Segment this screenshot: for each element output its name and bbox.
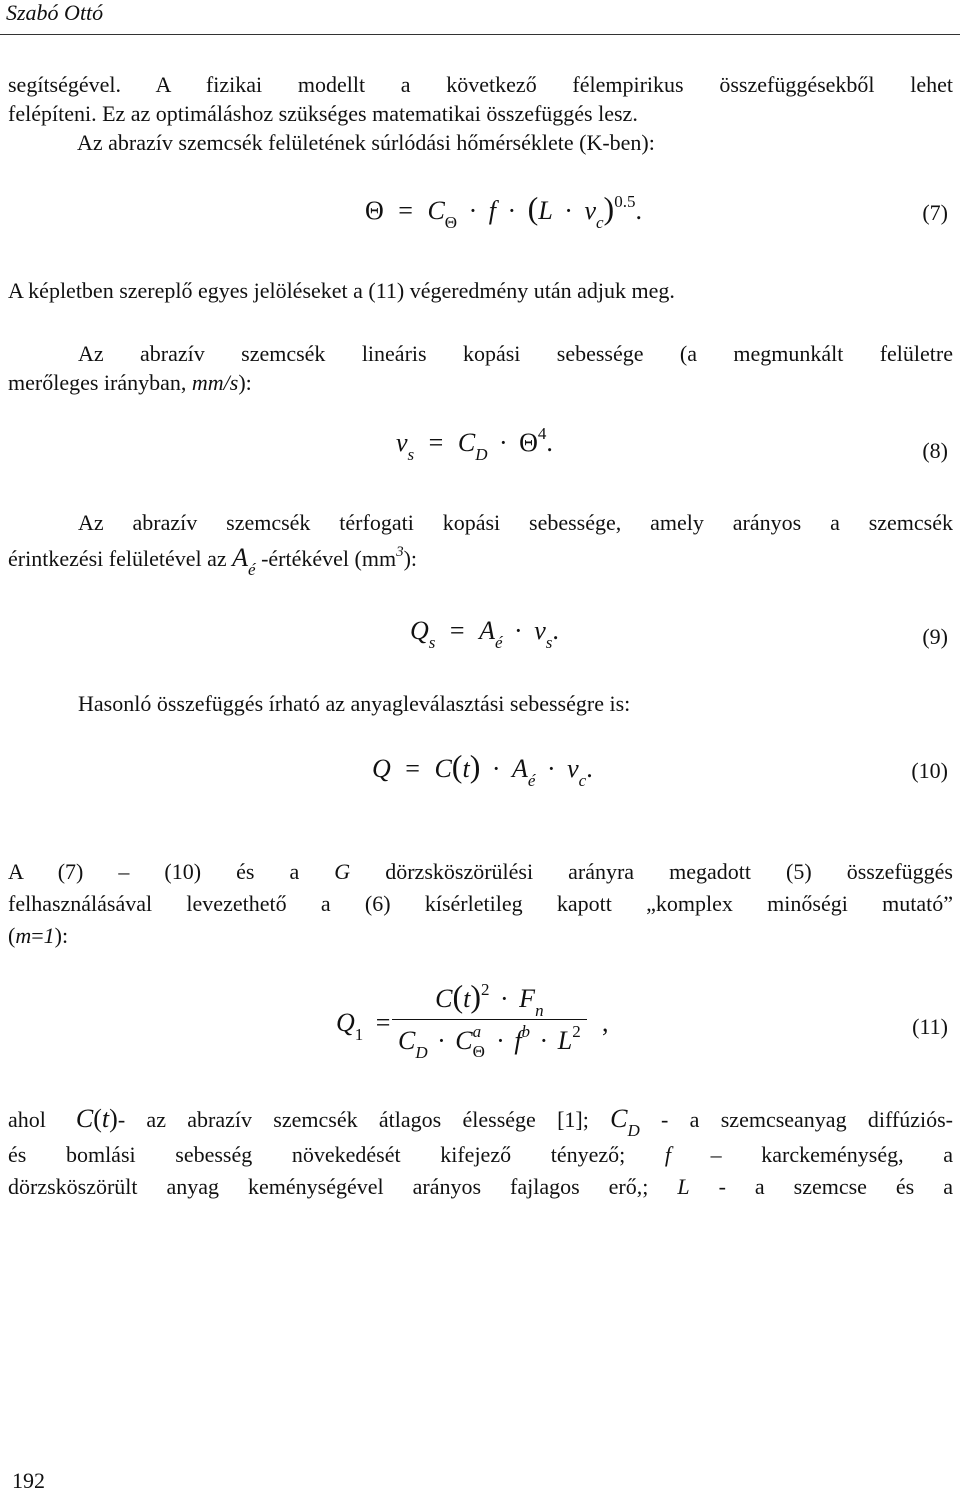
variable-t: t bbox=[462, 754, 470, 783]
multiply-dot: · bbox=[564, 196, 573, 225]
variable-subscript: 1 bbox=[354, 1025, 364, 1044]
exponent: 2 bbox=[481, 980, 490, 999]
fraction bbox=[392, 978, 587, 1062]
text-fragment: ): bbox=[238, 370, 252, 395]
value-one: 1 bbox=[43, 923, 55, 948]
variable-t: t bbox=[101, 1104, 110, 1133]
page-number: 192 bbox=[12, 1468, 45, 1493]
header-rule bbox=[0, 34, 960, 35]
equation-11 bbox=[0, 978, 960, 1088]
paragraph-line: segítségével. A fizikai modellt a következő félempirikus összefüggésekből lehet bbox=[8, 72, 953, 97]
text-fragment: – karckeménység, a bbox=[671, 1142, 953, 1167]
equation-7-body bbox=[365, 190, 642, 232]
variable-l: L bbox=[538, 196, 553, 225]
variable-subscript: s bbox=[407, 445, 415, 464]
paragraph-removal-rate bbox=[8, 689, 953, 718]
variable-f: f bbox=[664, 1142, 671, 1167]
variable-a: A bbox=[232, 543, 249, 572]
exponent: 0.5 bbox=[614, 192, 636, 211]
text-fragment: dörzsköszörülési arányra megadott (5) összefüggés bbox=[350, 859, 953, 884]
theta-symbol: Θ bbox=[519, 428, 538, 457]
text-fragment: - az abrazív szemcsék átlagos élessége [1]; bbox=[117, 1107, 611, 1132]
variable-a: A bbox=[479, 616, 495, 645]
equation-10 bbox=[0, 748, 960, 798]
multiply-dot: · bbox=[546, 754, 556, 783]
theta-symbol: Θ bbox=[365, 196, 384, 225]
paragraph-line: felhasználásával levezethető a (6) kísérletileg kapott „komplex minőségi mutató” bbox=[8, 891, 953, 916]
comma: , bbox=[602, 1008, 609, 1037]
paragraph-intro bbox=[8, 70, 953, 157]
text-fragment: ): bbox=[54, 923, 69, 948]
text-fragment: A (7) – (10) és a bbox=[8, 859, 335, 884]
variable-subscript: c bbox=[596, 213, 604, 232]
multiply-dot: · bbox=[468, 196, 478, 225]
coefficient-c: C bbox=[435, 984, 453, 1013]
equation-number: (8) bbox=[922, 438, 948, 463]
coefficient-c: C bbox=[398, 1026, 416, 1055]
equation-11-lhs bbox=[336, 1008, 396, 1044]
multiply-dot: · bbox=[437, 1026, 446, 1055]
exponent: 3 bbox=[396, 544, 404, 560]
variable-v: v bbox=[396, 428, 408, 457]
variable-f: f bbox=[488, 196, 496, 225]
equals-sign: = bbox=[375, 1008, 391, 1037]
coefficient-c: C bbox=[434, 754, 452, 783]
paragraph-line bbox=[8, 857, 953, 886]
paragraph-line: Az abrazív szemcsék felületének súrlódási hőmérséklete (K-ben): bbox=[77, 130, 655, 155]
equation-8-body bbox=[396, 424, 553, 464]
equation-number: (11) bbox=[912, 1014, 948, 1039]
multiply-dot: · bbox=[491, 754, 501, 783]
variable-q: Q bbox=[372, 754, 391, 783]
coefficient-c: C bbox=[455, 1026, 473, 1055]
multiply-dot: · bbox=[539, 1026, 549, 1055]
variable-subscript: é bbox=[494, 633, 503, 652]
variable-subscript: é bbox=[527, 771, 536, 790]
fraction-numerator bbox=[392, 978, 587, 1019]
left-paren: ( bbox=[451, 748, 463, 784]
paragraph-line bbox=[8, 368, 953, 397]
equation-9 bbox=[0, 616, 960, 666]
equation-9-body bbox=[410, 616, 559, 652]
variable-subscript: é bbox=[248, 560, 256, 579]
left-paren: ( bbox=[452, 978, 464, 1014]
paragraph-line bbox=[8, 1104, 953, 1140]
equation-7 bbox=[0, 190, 960, 240]
text-fragment: ): bbox=[403, 546, 418, 571]
paragraph-complex-indicator bbox=[8, 857, 953, 950]
text-fragment: = bbox=[31, 923, 44, 948]
variable-l: L bbox=[677, 1174, 690, 1199]
exponent: b bbox=[521, 1022, 531, 1041]
right-paren: ) bbox=[469, 748, 481, 784]
variable-g: G bbox=[334, 859, 351, 884]
right-paren: ) bbox=[470, 978, 481, 1014]
variable-f: f bbox=[514, 1026, 522, 1055]
multiply-dot: · bbox=[498, 428, 508, 457]
equals-sign: = bbox=[398, 196, 413, 225]
paragraph-line: A képletben szereplő egyes jelöléseket a (11) végeredmény után adjuk meg. bbox=[8, 278, 675, 303]
paragraph-line: Hasonló összefüggés írható az anyagleválasztási sebességre is: bbox=[78, 691, 631, 716]
paragraph-line bbox=[8, 921, 953, 950]
variable-subscript: s bbox=[428, 633, 436, 652]
equation-number: (9) bbox=[922, 624, 948, 649]
variable-subscript: n bbox=[535, 1001, 544, 1020]
left-paren: ( bbox=[527, 190, 539, 226]
multiply-dot: · bbox=[514, 616, 523, 645]
coefficient-subscript: D bbox=[627, 1121, 640, 1140]
variable-v: v bbox=[567, 754, 579, 783]
period: . bbox=[552, 616, 559, 645]
paragraph-line: felépíteni. Ez az optimáláshoz szükséges matematikai összefüggés lesz. bbox=[8, 101, 638, 126]
multiply-dot: · bbox=[500, 984, 509, 1013]
paragraph-notation-note bbox=[8, 276, 953, 305]
equals-sign: = bbox=[428, 428, 444, 457]
period: . bbox=[586, 754, 593, 783]
equation-number: (7) bbox=[922, 200, 948, 225]
coefficient-subscript: D bbox=[475, 445, 488, 464]
paragraph-line bbox=[8, 1140, 953, 1169]
exponent: 4 bbox=[537, 424, 547, 443]
paragraph-linear-wear bbox=[8, 339, 953, 397]
paragraph-volumetric-wear bbox=[8, 508, 953, 577]
coefficient-subscript: D bbox=[415, 1043, 428, 1062]
multiply-dot: · bbox=[496, 1026, 505, 1055]
text-fragment: - a szemcse és a bbox=[689, 1174, 953, 1199]
variable-t: t bbox=[463, 984, 471, 1013]
variable-subscript: c bbox=[578, 771, 587, 790]
period: . bbox=[546, 428, 553, 457]
fraction-denominator bbox=[392, 1019, 587, 1062]
left-paren: ( bbox=[93, 1104, 102, 1133]
equals-sign: = bbox=[405, 754, 420, 783]
text-fragment: érintkezési felületével az bbox=[8, 546, 233, 571]
text-fragment: dörzsköszörült anyag keménységével arányos fajlagos erő,; bbox=[8, 1174, 678, 1199]
variable-a: A bbox=[512, 754, 528, 783]
paragraph-line bbox=[8, 1172, 953, 1201]
equation-number: (10) bbox=[911, 758, 948, 783]
text-fragment: ahol bbox=[8, 1107, 46, 1132]
variable-q: Q bbox=[410, 616, 429, 645]
text-fragment: -értékével (mm bbox=[255, 546, 397, 571]
equals-sign: = bbox=[449, 616, 465, 645]
coefficient-c: C bbox=[427, 196, 445, 225]
text-fragment: ( bbox=[8, 923, 16, 948]
text-fragment: merőleges irányban, bbox=[8, 370, 192, 395]
variable-v: v bbox=[534, 616, 546, 645]
multiply-dot: · bbox=[507, 196, 517, 225]
variable-l: L bbox=[557, 1026, 573, 1055]
paragraph-line bbox=[8, 543, 953, 577]
text-fragment: és bomlási sebesség növekedését kifejező tényező; bbox=[8, 1142, 665, 1167]
right-paren: ) bbox=[603, 190, 615, 226]
coefficient-subscript: Θ bbox=[444, 213, 458, 232]
variable-q: Q bbox=[336, 1008, 355, 1037]
paragraph-line: Az abrazív szemcsék lineáris kopási sebessége (a megmunkált felületre bbox=[78, 341, 953, 366]
variable-f-n: F bbox=[519, 984, 536, 1013]
equation-10-body bbox=[372, 748, 593, 790]
unit-text: mm/s bbox=[191, 370, 239, 395]
paragraph-line: Az abrazív szemcsék térfogati kopási sebessége, amely arányos a szemcsék bbox=[78, 510, 953, 535]
exponent: 2 bbox=[572, 1022, 581, 1041]
variable-m: m bbox=[15, 923, 32, 948]
coefficient-subscript: Θ bbox=[472, 1042, 485, 1061]
paragraph-symbol-definitions bbox=[8, 1104, 953, 1201]
variable-v: v bbox=[584, 196, 596, 225]
coefficient-c: C bbox=[610, 1104, 628, 1133]
period: . bbox=[635, 196, 642, 225]
text-fragment: - a szemcseanyag diffúziós- bbox=[639, 1107, 953, 1132]
equation-8 bbox=[0, 424, 960, 478]
running-header-author: Szabó Ottó bbox=[6, 0, 104, 25]
coefficient-c: C bbox=[457, 428, 476, 457]
variable-subscript: s bbox=[545, 633, 553, 652]
exponent: a bbox=[472, 1022, 482, 1041]
right-paren: ) bbox=[109, 1104, 118, 1133]
coefficient-c: C bbox=[75, 1104, 94, 1133]
